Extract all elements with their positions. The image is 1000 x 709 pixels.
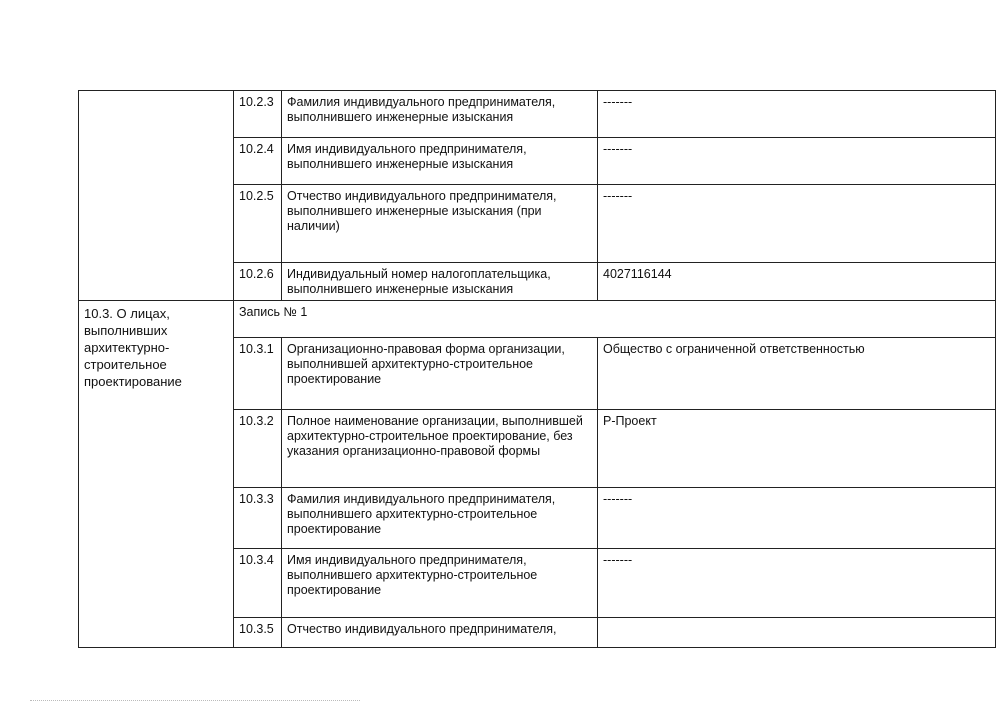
row-number: 10.2.3: [234, 91, 282, 138]
row-label: Фамилия индивидуального предпринимателя, выполнившего архитектурно-строительное проектирование: [282, 488, 598, 549]
row-label: Фамилия индивидуального предпринимателя, выполнившего инженерные изыскания: [282, 91, 598, 138]
row-label: Имя индивидуального предпринимателя, выполнившего инженерные изыскания: [282, 138, 598, 185]
row-value: -------: [598, 138, 996, 185]
row-label: Полное наименование организации, выполнившей архитектурно-строительное проектирование, без указания организационно-правовой формы: [282, 410, 598, 488]
row-number: 10.2.6: [234, 263, 282, 301]
row-value: -------: [598, 488, 996, 549]
row-value: -------: [598, 185, 996, 263]
row-number: 10.2.5: [234, 185, 282, 263]
scan-artifact: [30, 700, 360, 703]
row-value: -------: [598, 549, 996, 618]
registry-table: [78, 90, 996, 648]
row-number: 10.3.5: [234, 618, 282, 648]
row-value: [598, 618, 996, 648]
row-label: Индивидуальный номер налогоплательщика, выполнившего инженерные изыскания: [282, 263, 598, 301]
row-label: Организационно-правовая форма организации, выполнившей архитектурно-строительное проектирование: [282, 338, 598, 410]
section-cell-10-2: [79, 91, 234, 301]
section-title-10-3: 10.3. О лицах, выполнивших архитектурно-строительное проектирование: [79, 301, 234, 648]
record-header: Запись № 1: [234, 301, 996, 338]
row-label: Отчество индивидуального предпринимателя, выполнившего инженерные изыскания (при наличии): [282, 185, 598, 263]
row-value: -------: [598, 91, 996, 138]
row-label: Имя индивидуального предпринимателя, выполнившего архитектурно-строительное проектирование: [282, 549, 598, 618]
row-number: 10.3.3: [234, 488, 282, 549]
row-number: 10.2.4: [234, 138, 282, 185]
row-value: 4027116144: [598, 263, 996, 301]
row-number: 10.3.4: [234, 549, 282, 618]
row-number: 10.3.2: [234, 410, 282, 488]
row-label: Отчество индивидуального предпринимателя,: [282, 618, 598, 648]
row-number: 10.3.1: [234, 338, 282, 410]
row-value: Р-Проект: [598, 410, 996, 488]
row-value: Общество с ограниченной ответственностью: [598, 338, 996, 410]
table-row: [79, 91, 996, 138]
table-row: [79, 301, 996, 338]
